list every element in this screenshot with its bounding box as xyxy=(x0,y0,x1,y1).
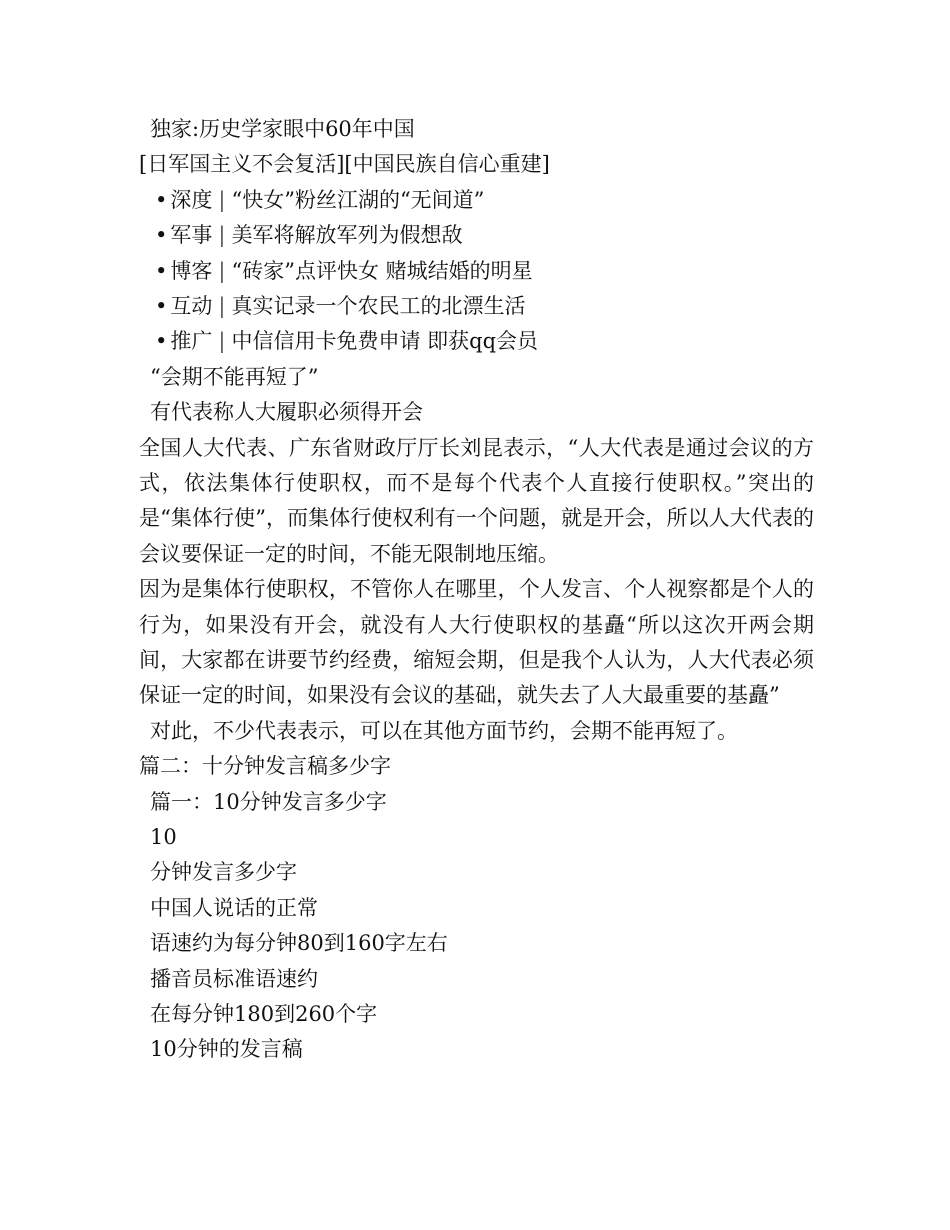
body-line: 10分钟的发言稿 xyxy=(150,1037,303,1062)
bullet-dot: • xyxy=(155,223,168,248)
body-line: 播音员标准语速约 xyxy=(150,966,318,991)
nav-category[interactable]: 推广 xyxy=(170,329,213,354)
nav-category[interactable]: 深度 xyxy=(170,187,213,212)
nav-separator: | xyxy=(218,293,226,318)
nav-separator: | xyxy=(218,329,226,354)
article-quote-title: “会期不能再短了” xyxy=(150,364,319,389)
article-paragraph: 对此，不少代表表示，可以在其他方面节约，会期不能再短了。 xyxy=(150,718,738,743)
bullet-dot: • xyxy=(155,329,168,354)
body-line: 10 xyxy=(150,824,177,849)
tag-links-row xyxy=(139,147,814,182)
article-paragraph: 全国人大代表、广东省财政厅厅长刘昆表示，“人大代表是通过会议的方式，依法集体行使职权，而不是每个代表个人直接行使职权。”突出的是“集体行使”，而集体行使权利有一个问题，就是开会，所以人大代表的会议要保证一定的时间，不能无限制地压缩。 xyxy=(139,435,814,566)
nav-category[interactable]: 军事 xyxy=(170,223,213,248)
nav-link-text[interactable]: 真实记录一个农民工的北漂生活 xyxy=(231,293,526,318)
body-line: 在每分钟180到260个字 xyxy=(150,1001,378,1026)
nav-link-text[interactable]: “快女”粉丝江湖的“无间道” xyxy=(231,187,485,212)
headline-link[interactable]: 独家:历史学家眼中60年中国 xyxy=(150,117,415,141)
bullet-dot: • xyxy=(155,187,168,212)
nav-separator: | xyxy=(218,187,226,212)
bullet-nav-item xyxy=(139,324,814,359)
bullet-nav-item xyxy=(139,254,814,289)
bullet-dot: • xyxy=(155,293,168,318)
body-line: 分钟发言多少字 xyxy=(150,860,297,885)
document-body xyxy=(139,112,814,1068)
nav-separator: | xyxy=(218,223,226,248)
nav-separator: | xyxy=(218,258,226,283)
nav-link-text[interactable]: 中信信用卡免费申请 即获qq会员 xyxy=(231,329,539,354)
body-line: 语速约为每分钟80到160字左右 xyxy=(150,931,448,956)
tag-link-militarism[interactable]: [日军国主义不会复活] xyxy=(139,152,345,177)
article-paragraph: 因为是集体行使职权，不管你人在哪里，个人发言、个人视察都是个人的行为，如果没有开会，就没有人大行使职权的基矗“所以这次开两会期间，大家都在讲要节约经费，缩短会期，但是我个人认为，人大代表必须保证一定的时间，如果没有会议的基础，就失去了人大最重要的基矗” xyxy=(139,577,814,708)
tag-link-confidence[interactable]: [中国民族自信心重建] xyxy=(344,152,550,177)
section-subtitle: 篇一：10分钟发言多少字 xyxy=(150,789,387,814)
nav-link-text[interactable]: “砖家”点评快女 赌城结婚的明星 xyxy=(231,258,533,283)
body-line: 中国人说话的正常 xyxy=(150,895,318,920)
bullet-nav-item xyxy=(139,289,814,324)
bullet-nav-item xyxy=(139,183,814,218)
nav-category[interactable]: 博客 xyxy=(170,258,213,283)
bullet-dot: • xyxy=(155,258,168,283)
nav-link-text[interactable]: 美军将解放军列为假想敌 xyxy=(231,223,463,248)
section-title: 篇二：十分钟发言稿多少字 xyxy=(139,754,391,779)
nav-category[interactable]: 互动 xyxy=(170,293,213,318)
article-subtitle: 有代表称人大履职必须得开会 xyxy=(150,400,423,425)
bullet-nav-item xyxy=(139,218,814,253)
